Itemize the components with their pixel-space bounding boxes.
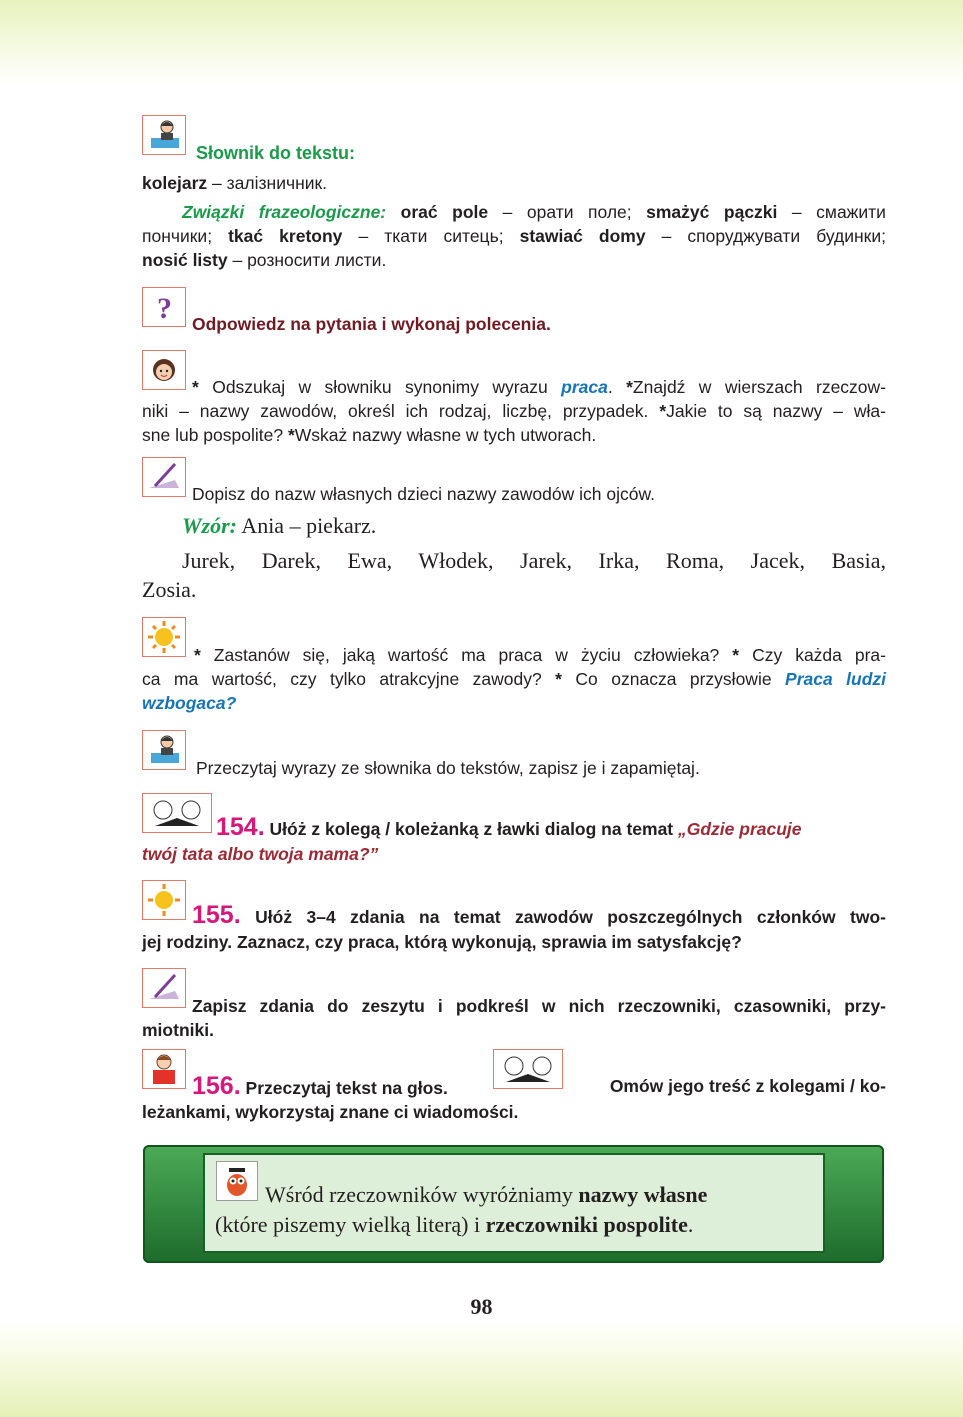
phrase: smażyć pączki bbox=[646, 202, 778, 222]
phrase: stawiać domy bbox=[519, 226, 646, 246]
frazeo-label: Związki frazeologiczne: bbox=[182, 202, 387, 222]
exercise-number: 156. bbox=[192, 1072, 241, 1100]
q-text: Znajdź w wierszach rzeczow- bbox=[632, 377, 887, 397]
two-kids-dialog-icon bbox=[142, 793, 212, 833]
dopisz-text: Dopisz do nazw własnych dzieci nazwy zawodów ich ojców. bbox=[192, 484, 655, 504]
dictionary-reader-icon bbox=[142, 115, 186, 155]
phrase: orać pole bbox=[400, 202, 489, 222]
questions2-line-1: * Zastanów się, jaką wartość ma praca w życiu człowieka? * Czy każda pra- bbox=[194, 645, 886, 665]
q-text: . bbox=[607, 377, 627, 397]
exercise-number: 155. bbox=[192, 901, 241, 929]
phrase-translation: розносити листи. bbox=[247, 250, 387, 270]
rule-part: (które piszemy wielką literą) i bbox=[215, 1212, 486, 1237]
slownik-entry bbox=[142, 171, 886, 195]
question-mark-icon bbox=[142, 287, 186, 327]
rule-term: rzeczowniki pospolite bbox=[485, 1212, 688, 1237]
wzor-label: Wzór: bbox=[182, 513, 238, 538]
phrase: tkać kretony bbox=[228, 226, 343, 246]
bottom-decoration-band bbox=[0, 1318, 963, 1417]
rule-term: nazwy własne bbox=[578, 1182, 708, 1207]
ex-text: Zapisz zdania do zeszytu i podkreśl w nich rzeczowniki, czasowniki, przy- bbox=[192, 996, 886, 1016]
phrase-translation: ткати ситець; bbox=[384, 226, 504, 246]
q-text: sne lub pospolite? bbox=[142, 425, 288, 445]
praca-word: praca bbox=[561, 377, 608, 397]
ex156-line-1a bbox=[192, 1071, 492, 1103]
questions2-line-2: ca ma wartość, czy tylko atrakcyjne zawody? * Co oznacza przysłowie Praca ludzi bbox=[142, 669, 886, 689]
ex155-line-2: jej rodziny. Zaznacz, czy praca, którą wykonują, sprawia im satysfakcję? bbox=[142, 932, 742, 952]
ex-text: Przeczytaj tekst na głos. bbox=[245, 1078, 448, 1098]
pen-writing-icon bbox=[142, 457, 186, 497]
dictionary-reader-icon bbox=[142, 730, 186, 770]
two-kids-dialog-icon bbox=[493, 1049, 563, 1089]
entry-word: kolejarz bbox=[142, 173, 208, 193]
proverb-line-2: wzbogaca? bbox=[142, 693, 237, 713]
names-text: Jurek, Darek, Ewa, Włodek, Jarek, Irka, Roma, Jacek, Basia, bbox=[182, 548, 886, 573]
exercise-number: 154. bbox=[216, 813, 265, 841]
ex154-line-2: twój tata albo twoja mama?” bbox=[142, 844, 379, 864]
frazeo-line-1: Związki frazeologiczne: orać pole – орати поле; smażyć pączki – смажити bbox=[182, 202, 886, 222]
q-text: Wskaż nazwy własne w tych utworach. bbox=[294, 425, 597, 445]
ex155-line-1 bbox=[142, 900, 886, 932]
ex-text: Ułóż 3–4 zdania na temat zawodów poszczególnych członków two- bbox=[255, 907, 886, 927]
rule-text bbox=[215, 1180, 815, 1240]
wzor-line bbox=[182, 511, 926, 541]
questions1-line-2: niki – nazwy zawodów, określ ich rodzaj, liczbę, przypadek. *Jakie to są nazwy – wła- bbox=[142, 401, 886, 421]
q-text: Jakie to są nazwy – wła- bbox=[666, 401, 886, 421]
frazeo-line-2: пончики; tkać kretony – ткати ситець; stawiać domy – споруджувати будинки; bbox=[142, 226, 886, 246]
phrase-translation: пончики; bbox=[142, 226, 213, 246]
top-decoration-band bbox=[0, 0, 963, 86]
q-text: Czy każda pra- bbox=[752, 645, 886, 665]
q-text: Odszukaj w słowniku synonimy wyrazu bbox=[212, 377, 562, 397]
reading-child-icon bbox=[142, 1049, 186, 1089]
slownik-heading: Słownik do tekstu: bbox=[196, 143, 356, 163]
frazeo-line-3: nosić listy – розносити листи. bbox=[142, 250, 387, 270]
q-text: ca ma wartość, czy tylko atrakcyjne zawody? bbox=[142, 669, 556, 689]
odpowiedz-heading: Odpowiedz na pytania i wykonaj polecenia. bbox=[192, 314, 551, 334]
ex-quote: „Gdzie pracuje bbox=[678, 819, 802, 839]
page-number: 98 bbox=[470, 1294, 493, 1319]
q-text: Zastanów się, jaką wartość ma praca w życiu człowieka? bbox=[213, 645, 733, 665]
proverb: Praca ludzi bbox=[785, 669, 886, 689]
ex154-line-1 bbox=[216, 812, 960, 844]
star: * bbox=[194, 645, 201, 665]
phrase-translation: смажити bbox=[816, 202, 886, 222]
phrase-translation: споруджувати будинки; bbox=[687, 226, 886, 246]
questions1-line-3: sne lub pospolite? *Wskaż nazwy własne w tych utworach. bbox=[142, 425, 597, 445]
entry-translation: – залізничник. bbox=[207, 173, 328, 193]
rule-part: Wśród rzeczowników wyróżniamy bbox=[265, 1182, 579, 1207]
names-line-1 bbox=[142, 546, 886, 576]
phrase-translation: орати поле; bbox=[526, 202, 632, 222]
rule-part: . bbox=[687, 1212, 694, 1237]
ex156-line-1b: Omów jego treść z kolegami / ko- bbox=[609, 1076, 886, 1096]
zapisz-line-1 bbox=[142, 994, 886, 1018]
phrase: nosić listy bbox=[142, 250, 228, 270]
svg-text:?: ? bbox=[157, 292, 172, 324]
zapisz-line-2: miotniki. bbox=[142, 1020, 214, 1040]
ex156-line-2: leżankami, wykorzystaj znane ci wiadomości. bbox=[142, 1102, 519, 1122]
wzor-example: Ania – piekarz. bbox=[237, 513, 377, 538]
przeczytaj-text: Przeczytaj wyrazy ze słownika do tekstów, zapisz je i zapamiętaj. bbox=[196, 758, 700, 778]
q-text: niki – nazwy zawodów, określ ich rodzaj, liczbę, przypadek. bbox=[142, 401, 660, 421]
ex-text: Ułóż z kolegą / koleżanką z ławki dialog na temat bbox=[269, 819, 678, 839]
questions1-line-1: * Odszukaj w słowniku synonimy wyrazu praca. *Znajdź w wierszach rzeczow- bbox=[192, 377, 887, 397]
q-text: Co oznacza przysłowie bbox=[575, 669, 786, 689]
names-line-2: Zosia. bbox=[142, 577, 197, 602]
